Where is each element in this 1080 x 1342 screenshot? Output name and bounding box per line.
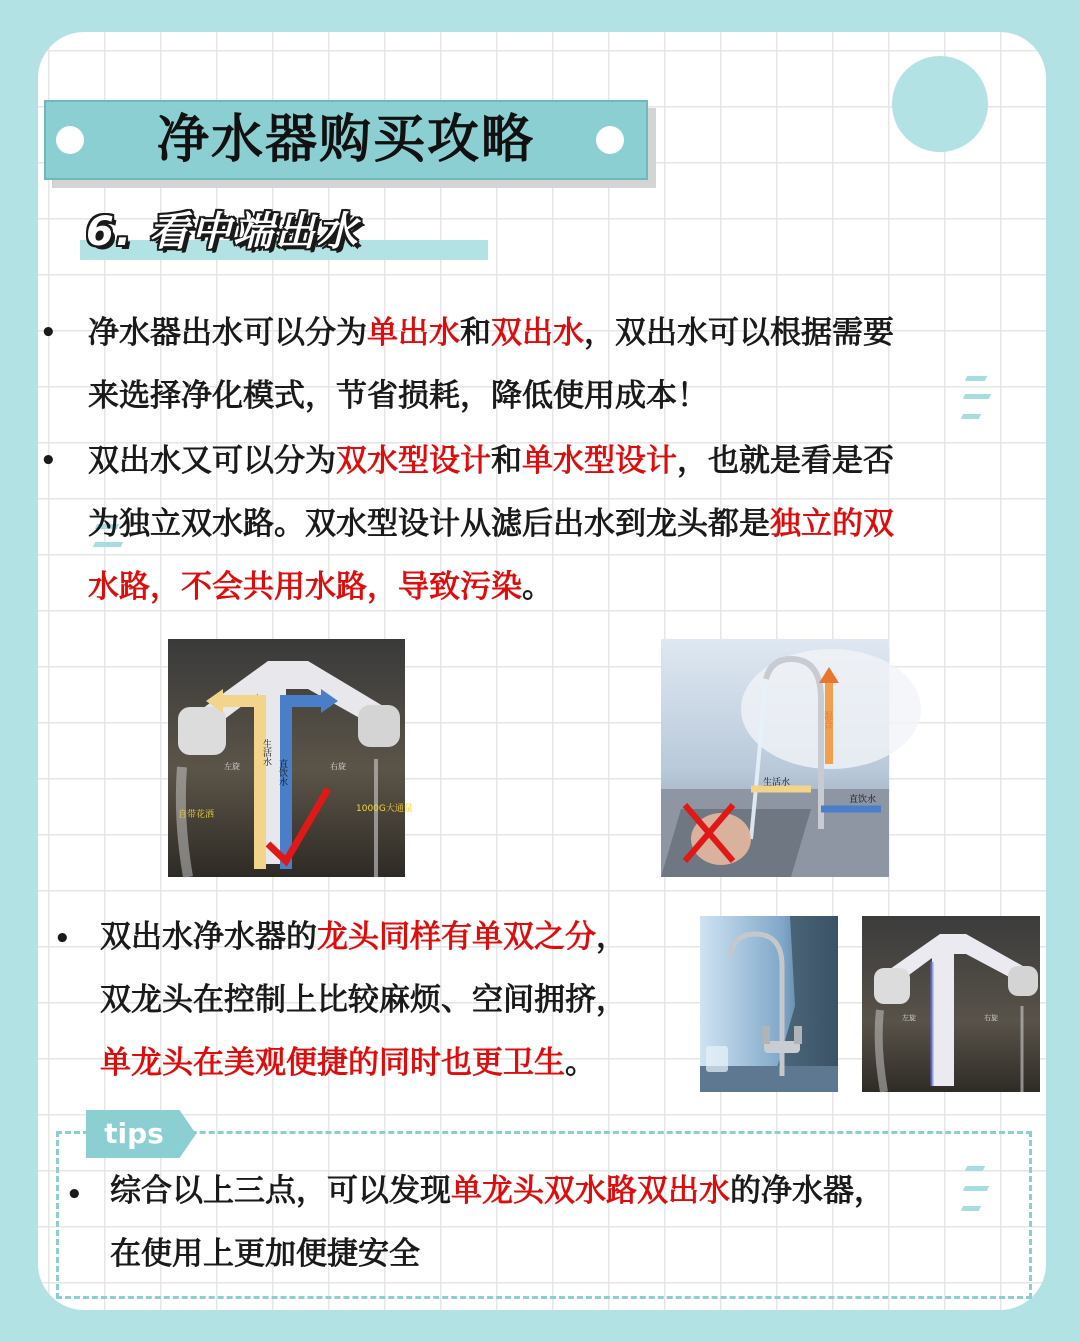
paragraph-2 (88, 430, 894, 619)
paragraph-1 (88, 302, 894, 428)
paragraph-2-line-3: 水路，不会共用水路，导致污染。 (88, 569, 553, 605)
decor-circle (892, 56, 988, 152)
tips-line-1: 综合以上三点，可以发现单龙头双水路双出水的净水器， (110, 1173, 885, 1209)
svg-text:右旋: 右旋 (330, 762, 346, 771)
paragraph-2-line-2: 为独立双水路。双水型设计从滤后出水到龙头都是独立的双 (88, 506, 894, 542)
svg-text:直饮水: 直饮水 (277, 759, 287, 786)
decor-stripe (965, 376, 987, 381)
tips-content (110, 1160, 885, 1286)
svg-text:自带花洒: 自带花洒 (178, 810, 215, 820)
section-subtitle: 6. 看中端出水 (86, 209, 359, 255)
single-handle-faucet-image (862, 916, 1040, 1092)
svg-text:右旋: 右旋 (984, 1014, 998, 1022)
decor-stripe (963, 394, 991, 399)
paragraph-3-line-3: 单龙头在美观便捷的同时也更卫生。 (100, 1045, 596, 1081)
dual-waterway-faucet-image (168, 639, 413, 877)
mixed-water-faucet-image (661, 639, 889, 877)
bullet: • (40, 318, 57, 348)
svg-text:左旋: 左旋 (224, 762, 240, 771)
decor-stripe (961, 414, 981, 419)
svg-text:生活水: 生活水 (763, 778, 791, 788)
bullet: • (54, 924, 71, 954)
svg-text:生活水: 生活水 (261, 739, 271, 766)
paragraph-3-line-1: 双出水净水器的龙头同样有单双之分， (100, 919, 627, 955)
paragraph-2-line-1: 双出水又可以分为双水型设计和单水型设计，也就是看是否 (88, 443, 894, 479)
double-handle-faucet-image (700, 916, 838, 1092)
page-title: 净水器购买攻略 (156, 110, 535, 170)
svg-text:直饮水: 直饮水 (849, 795, 877, 805)
tips-label: tips (104, 1117, 164, 1150)
paragraph-1-line-1: 净水器出水可以分为单出水和双出水，双出水可以根据需要 (88, 315, 894, 351)
svg-text:混合: 混合 (822, 711, 832, 729)
paragraph-3-line-2: 双龙头在控制上比较麻烦、空间拥挤， (100, 982, 627, 1018)
svg-text:左旋: 左旋 (902, 1014, 916, 1022)
highlight-single-outlet: 单出水 (367, 315, 460, 351)
paragraph-1-line-2: 来选择净化模式，节省损耗，降低使用成本！ (88, 378, 708, 414)
highlight-dual-outlet: 双出水 (491, 315, 584, 351)
bullet: • (40, 446, 57, 476)
bullet: • (66, 1180, 83, 1210)
paragraph-3 (100, 906, 627, 1095)
tips-line-2: 在使用上更加便捷安全 (110, 1236, 420, 1272)
svg-text:1000G大通量: 1000G大通量 (356, 804, 413, 814)
